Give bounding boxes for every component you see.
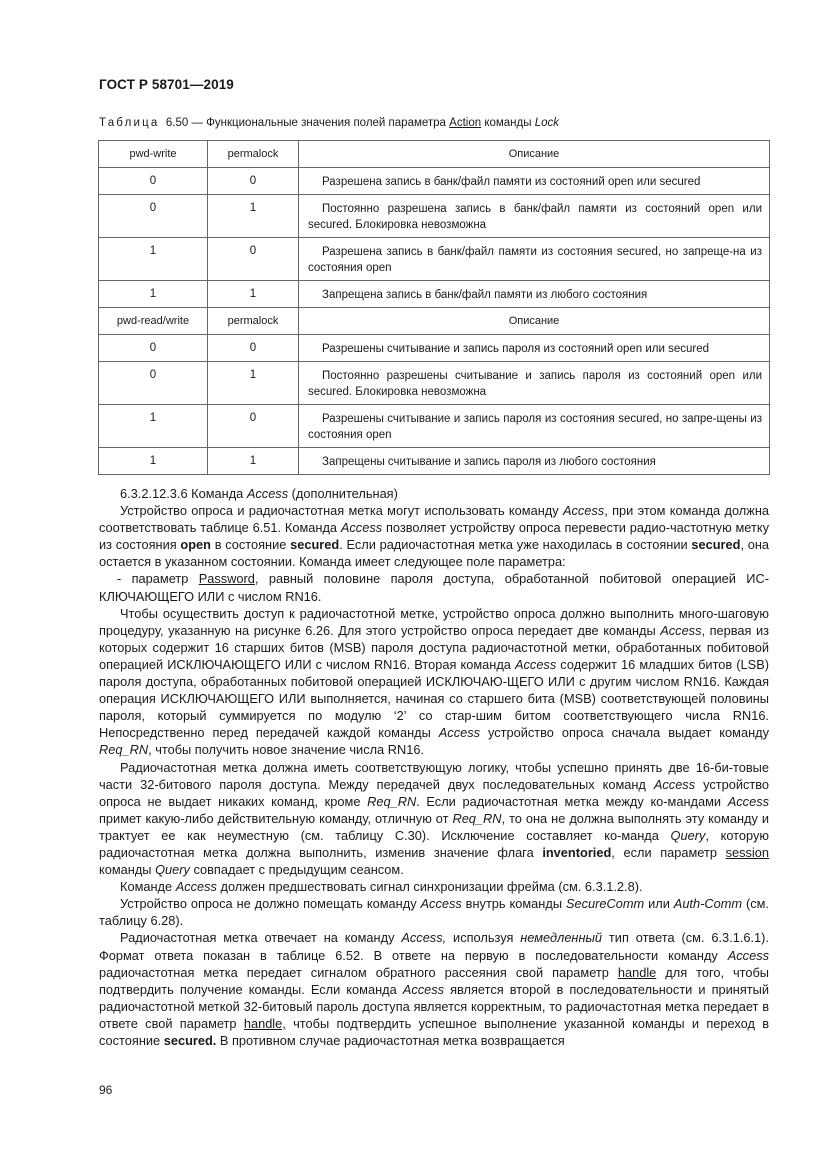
table-cell-description: Запрещены считывание и запись пароля из любого состояния (322, 456, 656, 468)
caption-text: — Функциональные значения полей параметра (188, 117, 450, 129)
table-row (99, 405, 770, 448)
table-cell: 0 (149, 342, 157, 354)
table-cell: 1 (249, 369, 257, 381)
table-cell: 0 (149, 369, 157, 381)
paragraph: Команде Access должен предшествовать сигнал синхронизации фрейма (см. 6.3.1.2.8). (120, 879, 643, 895)
body-text (99, 485, 769, 1049)
table-row (99, 335, 770, 362)
table-row (99, 448, 770, 475)
table-cell-description: Разрешена запись в банк/файл памяти из состояния secured, но запреще-на из состояния open (308, 246, 762, 274)
caption-label: Таблица (99, 117, 160, 129)
paragraph: Устройство опроса не должно помещать команду Access внутрь команды SecureComm или Auth-Comm (см. таблицу 6.28). (99, 896, 769, 929)
table-header-row (99, 308, 770, 335)
paragraph: - параметр Password, равный половине пароля доступа, обработанной побитовой операцией ИС-КЛЮЧАЮЩЕГО ИЛИ с числом RN16. (99, 571, 769, 604)
table-cell: 1 (149, 412, 157, 424)
table-cell: 1 (149, 288, 157, 300)
lock-action-table (98, 140, 770, 475)
table-cell-description: Разрешены считывание и запись пароля из состояний open или secured (322, 343, 710, 355)
paragraph: Устройство опроса и радиочастотная метка могут использовать команду Access, при этом команда должна соответствовать таблице 6.51. Команда Access позволяет устройству опроса перевести радио-частотную метку из состояния open в состояние secured. Если радиочастотная метка уже находилась в состоянии secured, она остается в указанном состоянии. Команда имеет следующее поле параметра: (99, 503, 770, 570)
table-cell: 1 (249, 288, 257, 300)
table-cell-description: Постоянно разрешены считывание и запись пароля из состояний open или secured. Блокировка невозможна (308, 370, 762, 398)
header-cell: permalock (208, 308, 299, 335)
header-cell: Описание (299, 141, 770, 168)
document-header: ГОСТ Р 58701—2019 (99, 77, 234, 92)
table-cell-description: Разрешены считывание и запись пароля из состояния secured, но запре-щены из состояния open (308, 413, 762, 441)
table-cell: 1 (249, 455, 257, 467)
header-cell: permalock (208, 141, 299, 168)
table-row (99, 238, 770, 281)
caption-command: Lock (534, 117, 559, 129)
table-cell: 1 (249, 202, 257, 214)
table-cell: 0 (249, 412, 257, 424)
paragraph: Радиочастотная метка должна иметь соответствующую логику, чтобы успешно принять две 16-би-товые части 32-битового пароля доступа. Между передачей двух последовательных команд Access устройство опроса не выдает никаких команд, кроме Req_RN. Если радиочастотная метка между ко-мандами Access примет какую-либо действительную команду, отличную от Req_RN, то она не должна выполнять эту команду и трактует ее как неуместную (см. таблицу С.30). Исключение составляет ко-манда Query, которую радиочастотная метка должна выполнить, изменив значение флага inventoried, если параметр session команды Query совпадает с предыдущим сеансом. (99, 759, 769, 878)
table-cell: 1 (149, 245, 157, 257)
table-cell: 1 (149, 455, 157, 467)
paragraph: Чтобы осуществить доступ к радиочастотной метке, устройство опроса должно выполнить много-шаговую процедуру, указанную на рисунке 6.26. Для этого устройство опроса передает две команды Access, первая из которых содержит 16 старших битов (MSB) пароля доступа радиочастотной метки, обработанных побитовой операцией ИСКЛЮЧАЮЩЕГО ИЛИ с числом RN16. Вторая команда Access содержит 16 младших битов (LSB) пароля доступа, обработанных побитовой операцией ИСКЛЮЧАЮ-ЩЕГО ИЛИ с другим числом RN16. Каждая операция ИСКЛЮЧАЮЩЕГО ИЛИ выполняется, начиная со старшего бита (MSB) соответствующей половины пароля, который суммируется по модулю ‘2’ со стар-шим битом соответствующего числа RN16. Непосредственно перед передачей каждой команды Access устройство опроса сначала выдает команду Req_RN, чтобы получить новое значение числа RN16. (99, 605, 770, 758)
table-caption (99, 117, 559, 129)
table-row (99, 281, 770, 308)
table-cell-description: Разрешена запись в банк/файл памяти из состояний open или secured (322, 176, 701, 188)
paragraph: Радиочастотная метка отвечает на команду Access, используя немедленный тип ответа (см. 6.3.1.6.1). Формат ответа показан в таблице 6.52. В ответе на первую в последовательности команду Access радиочастотная метка передает сигналом обратного рассеяния свой параметр handle для того, чтобы подтвердить получение команды. Если команда Access является второй в последовательности и принятый радиочастотной меткой 32-битовый пароль доступа является корректным, то радиочастотная метка передает в ответе свой параметр handle, чтобы подтвердить успешное выполнение указанной команды и переход в состояние secured. В противном случае радиочастотная метка возвращается (99, 930, 770, 1048)
table-row (99, 168, 770, 195)
caption-number: 6.50 (165, 117, 189, 129)
table-row (99, 195, 770, 238)
header-cell: pwd-write (99, 141, 208, 168)
caption-text-middle: команды (481, 117, 535, 129)
table-header-row (99, 141, 770, 168)
table-cell-description: Постоянно разрешена запись в банк/файл памяти из состояний open или secured. Блокировка невозможна (308, 203, 762, 231)
table-cell: 0 (249, 175, 257, 187)
table-cell: 0 (249, 342, 257, 354)
table-row (99, 362, 770, 405)
section-heading: 6.3.2.12.3.6 Команда Access (дополнительная) (120, 486, 398, 501)
table-cell: 0 (149, 202, 157, 214)
table-cell-description: Запрещена запись в банк/файл памяти из любого состояния (322, 289, 648, 301)
header-cell: pwd-read/write (99, 308, 208, 335)
page-number: 96 (99, 1083, 113, 1097)
table-cell: 0 (149, 175, 157, 187)
table-cell: 0 (249, 245, 257, 257)
header-cell: Описание (299, 308, 770, 335)
caption-param: Action (449, 117, 482, 129)
